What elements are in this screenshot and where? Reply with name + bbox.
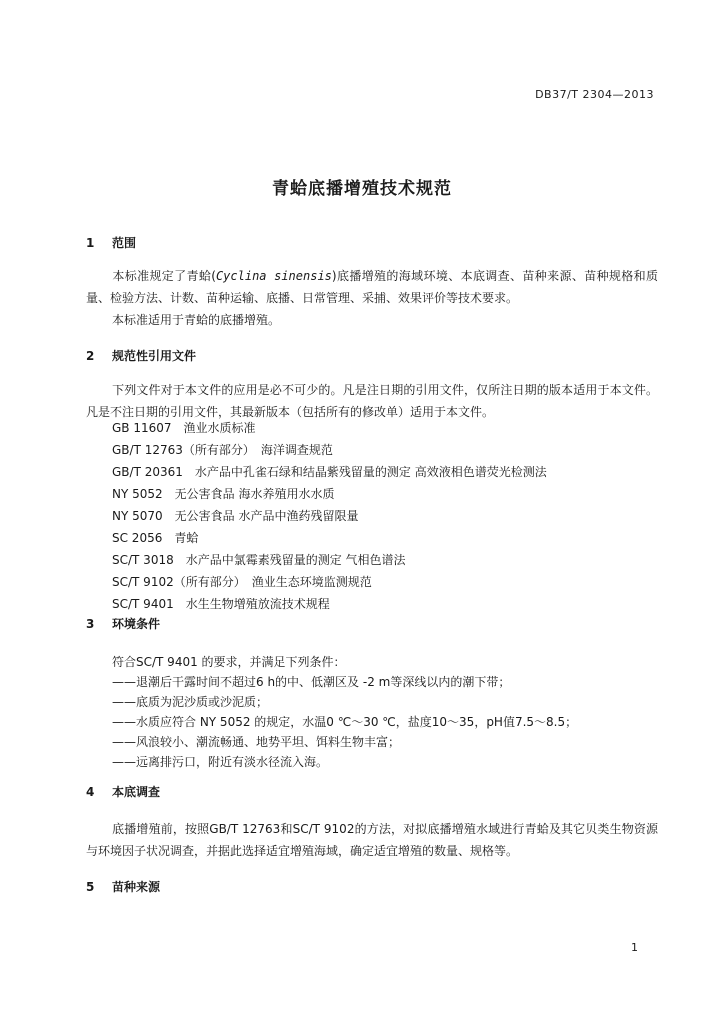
section-title: 本底调查 [112,785,161,799]
environment-condition-line: ——水质应符合 NY 5052 的规定，水温0 ℃～30 ℃，盐度10～35，pH值7.5～8.5； [112,715,578,729]
section-title: 规范性引用文件 [112,349,197,363]
reference-item: GB/T 20361 水产品中孔雀石绿和结晶紫残留量的测定 高效液相色谱荧光检测法 [112,465,547,479]
environment-condition-line: 符合SC/T 9401 的要求，并满足下列条件： [112,655,346,669]
scope-latin-name: Cyclina sinensis [215,269,332,283]
references-intro-text: 下列文件对于本文件的应用是必不可少的。凡是注日期的引用文件，仅所注日期的版本适用于本文件。凡是不注日期的引用文件，其最新版本（包括所有的修改单）适用于本文件。 [86,383,658,419]
environment-condition-line: ——退潮后干露时间不超过6 h的中、低潮区及 -2 m等深线以内的潮下带； [112,675,511,689]
section-title: 苗种来源 [112,880,161,894]
section-number: 1 [86,236,95,250]
environment-condition-line: ——底质为泥沙质或沙泥质； [112,695,269,709]
document-title: 青蛤底播增殖技术规范 [272,179,452,199]
section-heading-5 [86,878,160,895]
section-title: 范围 [112,236,137,250]
reference-item: NY 5070 无公害食品 水产品中渔药残留限量 [112,509,359,523]
reference-item: SC/T 9401 水生生物增殖放流技术规程 [112,597,330,611]
baseline-survey-text: 底播增殖前，按照GB/T 12763和SC/T 9102的方法，对拟底播增殖水域进行青蛤及其它贝类生物资源与环境因子状况调查，并据此选择适宜增殖海域，确定适宜增殖的数量、规格等。 [86,822,658,858]
section-heading-3 [86,615,160,632]
baseline-survey-paragraph [86,818,658,862]
scope-text-before: 本标准规定了青蛤( [112,269,216,283]
section-heading-4 [86,783,160,800]
section-number: 2 [86,349,95,363]
reference-item: NY 5052 无公害食品 海水养殖用水水质 [112,487,335,501]
environment-condition-line: ——风浪较小、潮流畅通、地势平坦、饵料生物丰富； [112,735,401,749]
scope-applicability-paragraph [86,309,658,331]
environment-condition-line: ——远离排污口，附近有淡水径流入海。 [112,755,329,769]
section-heading-1 [86,234,136,251]
section-number: 4 [86,785,95,799]
references-intro-paragraph [86,379,658,423]
scope-paragraph [86,265,658,309]
section-number: 3 [86,617,95,631]
scope-applicability-text: 本标准适用于青蛤的底播增殖。 [112,313,281,327]
section-heading-2 [86,347,196,364]
reference-item: GB/T 12763（所有部分） 海洋调查规范 [112,443,333,457]
reference-item: SC 2056 青蛤 [112,531,199,545]
section-number: 5 [86,880,95,894]
scope-text-after: )底播增殖的海域环境、本底调查、苗种来源、苗种规格和质量、检验方法、计数、苗种运输、底播、日常管理、采捕、效果评价等技术要求。 [86,269,659,305]
section-title: 环境条件 [112,617,161,631]
reference-item: SC/T 9102（所有部分） 渔业生态环境监测规范 [112,575,372,589]
reference-item: SC/T 3018 水产品中氯霉素残留量的测定 气相色谱法 [112,553,406,567]
document-code: DB37/T 2304—2013 [535,88,654,101]
reference-item: GB 11607 渔业水质标准 [112,421,256,435]
page-number: 1 [631,941,638,954]
